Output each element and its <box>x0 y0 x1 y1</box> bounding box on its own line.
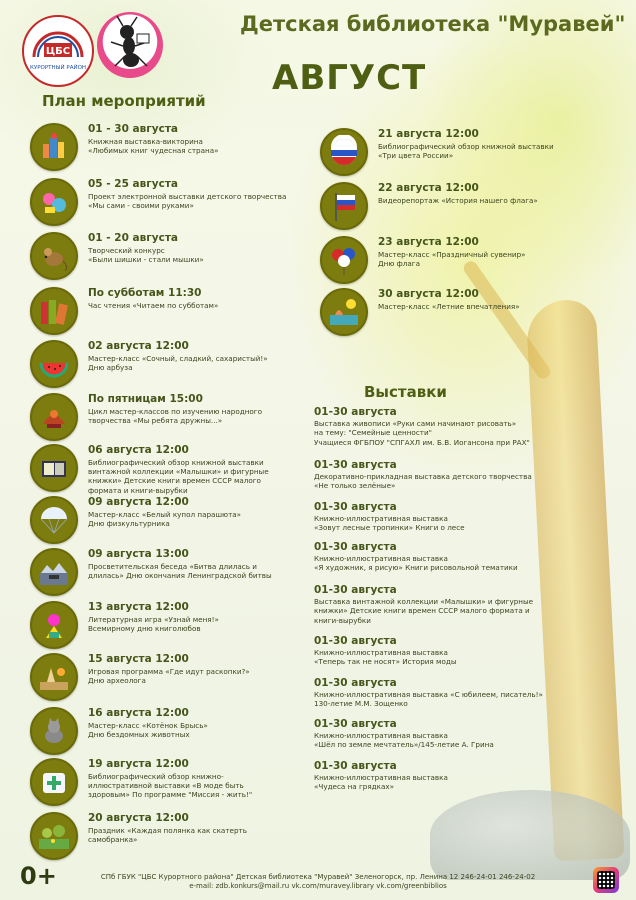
event-date: По субботам 11:30 <box>88 287 202 299</box>
folk-craft-icon <box>30 393 78 441</box>
plan-section-title: План мероприятий <box>42 92 206 110</box>
event-text <box>378 128 554 160</box>
pinecone-mouse-icon <box>30 232 78 280</box>
event-description: Мастер-класс «Котёнок Брысь» Дню бездомных животных <box>88 721 208 740</box>
exhibition-description: Декоративно-прикладная выставка детского творчества «Не только зелёные» <box>314 472 532 491</box>
event-item <box>30 393 262 441</box>
exhibition-date: 01-30 августа <box>314 584 397 596</box>
event-date: 01 - 30 августа <box>88 123 179 135</box>
event-text <box>88 601 219 633</box>
event-item <box>320 288 520 336</box>
event-date: 16 августа 12:00 <box>88 707 189 719</box>
footer-line-address: СПб ГБУК "ЦБС Курортного района" Детская библиотека "Муравей" Зеленогорск, пр. Ленина 12 246-24-01 246-24-02 <box>100 873 536 881</box>
event-item <box>30 287 218 335</box>
event-item <box>30 123 219 171</box>
event-description: Мастер-класс «Сочный, сладкий, сахаристый!» Дню арбуза <box>88 354 268 373</box>
event-date: 22 августа 12:00 <box>378 182 479 194</box>
event-item <box>30 601 219 649</box>
event-item <box>30 707 208 755</box>
exhibitions-section-title: Выставки <box>364 383 447 401</box>
exhibition-item <box>314 635 614 667</box>
event-date: 05 - 25 августа <box>88 178 179 190</box>
event-description: Игровая программа «Где идут раскопки?» Дню археолога <box>88 667 250 686</box>
exhibition-description: Книжно-иллюстративная выставка «С юбилеем, писатель!» 130-летие М.М. Зощенко <box>314 690 543 709</box>
event-text <box>88 123 219 155</box>
event-item <box>320 182 538 230</box>
event-item <box>30 548 272 596</box>
event-description: Проект электронной выставки детского творчества «Мы сами - своими руками» <box>88 192 287 211</box>
exhibition-item <box>314 760 614 792</box>
exhibition-date: 01-30 августа <box>314 406 397 418</box>
event-item <box>30 758 252 806</box>
event-text <box>88 707 208 739</box>
event-description: Видеорепортаж «История нашего флага» <box>378 196 538 205</box>
exhibition-item <box>314 584 614 625</box>
event-description: Праздник «Каждая полянка как скатерть самобранка» <box>88 826 247 845</box>
health-icon <box>30 758 78 806</box>
exhibition-description: Книжно-иллюстративная выставка «Я художник, я рисую» Книги рисовольной тематики <box>314 554 518 573</box>
flag-icon <box>320 182 368 230</box>
footer-line-links[interactable]: e-mail: zdb.konkurs@mail.ru vk.com/muravey.library vk.com/greenbiblios <box>189 882 447 890</box>
books-town-icon <box>30 123 78 171</box>
exhibition-item <box>314 718 614 750</box>
event-date: 01 - 20 августа <box>88 232 179 244</box>
book-character-icon <box>30 601 78 649</box>
exhibition-date: 01-30 августа <box>314 459 397 471</box>
event-item <box>30 812 247 860</box>
cbs-logo-subtext: КУРОРТНЫЙ РАЙОН <box>29 65 87 71</box>
event-text <box>378 182 538 205</box>
event-date: 23 августа 12:00 <box>378 236 479 248</box>
exhibition-description: Книжно-иллюстративная выставка «Чудеса на грядках» <box>314 773 448 792</box>
cbs-logo-icon <box>24 17 92 85</box>
age-rating-badge: 0+ <box>20 862 57 890</box>
exhibition-description: Книжно-иллюстративная выставка «Шёл по земле мечтатель»/145-летие А. Грина <box>314 731 494 750</box>
vintage-book-icon <box>30 444 78 492</box>
event-text <box>88 653 250 685</box>
exhibition-description: Выставка винтажной коллекции «Малышки» и фигурные книжки» Детские книги времен СССР малого формата и книги-вырубки <box>314 597 534 625</box>
event-text <box>88 444 269 495</box>
event-text <box>88 232 204 264</box>
event-text <box>378 236 526 268</box>
event-item <box>30 496 241 544</box>
crafts-icon <box>30 178 78 226</box>
qr-code-icon[interactable] <box>593 867 619 893</box>
event-item <box>30 444 269 495</box>
books-icon <box>30 287 78 335</box>
event-text <box>378 288 520 311</box>
event-text <box>88 340 268 372</box>
event-description: Мастер-класс «Летние впечатления» <box>378 302 520 311</box>
event-item <box>30 232 204 280</box>
archaeology-icon <box>30 653 78 701</box>
exhibition-item <box>314 406 614 447</box>
exhibition-item <box>314 459 614 491</box>
cbs-logo <box>22 15 94 87</box>
event-text <box>88 393 262 425</box>
ant-icon <box>97 12 163 78</box>
exhibition-description: Книжно-иллюстративная выставка «Зовут лесные тропинки» Книги о лесе <box>314 514 465 533</box>
summer-icon <box>320 288 368 336</box>
event-text <box>88 548 272 580</box>
event-text <box>88 496 241 528</box>
library-title: Детская библиотека "Муравей" <box>240 12 626 36</box>
kitten-icon <box>30 707 78 755</box>
event-description: Цикл мастер-классов по изучению народного творчества «Мы ребята дружны...» <box>88 407 262 426</box>
event-date: 09 августа 13:00 <box>88 548 189 560</box>
balloon-icon <box>320 236 368 284</box>
parachute-icon <box>30 496 78 544</box>
event-date: 19 августа 12:00 <box>88 758 189 770</box>
exhibition-item <box>314 677 614 709</box>
exhibition-item <box>314 501 614 533</box>
event-date: 06 августа 12:00 <box>88 444 189 456</box>
exhibition-date: 01-30 августа <box>314 501 397 513</box>
meadow-icon <box>30 812 78 860</box>
event-item <box>320 236 526 284</box>
event-date: 09 августа 12:00 <box>88 496 189 508</box>
event-description: Книжная выставка-викторина «Любимых книг чудесная страна» <box>88 137 219 156</box>
exhibition-date: 01-30 августа <box>314 635 397 647</box>
event-item <box>320 128 554 176</box>
event-date: По пятницам 15:00 <box>88 393 203 405</box>
event-description: Библиографический обзор книжной выставки винтажной коллекции «Малышки» и фигурные книжки» Детские книги времен СССР малого формата и книги-вырубки <box>88 458 269 495</box>
event-description: Творческий конкурс «Были шишки - стали мышки» <box>88 246 204 265</box>
exhibition-date: 01-30 августа <box>314 718 397 730</box>
cbs-logo-text: ЦБС <box>45 46 71 57</box>
watermelon-icon <box>30 340 78 388</box>
event-text <box>88 812 247 844</box>
exhibition-description: Книжно-иллюстративная выставка «Теперь так не носят» История моды <box>314 648 457 667</box>
exhibition-date: 01-30 августа <box>314 541 397 553</box>
event-description: Библиографический обзор книжно- иллюстративной выставки «В моде быть здоровым» По программе "Миссия - жить!" <box>88 772 253 800</box>
event-item <box>30 340 268 388</box>
event-description: Час чтения «Читаем по субботам» <box>88 301 219 310</box>
ant-library-logo <box>97 12 163 78</box>
russia-flag-sphere-icon <box>320 128 368 176</box>
event-item <box>30 653 250 701</box>
event-description: Библиографический обзор книжной выставки «Три цвета России» <box>378 142 554 161</box>
event-date: 02 августа 12:00 <box>88 340 189 352</box>
event-description: Литературная игра «Узнай меня!» Всемирному дню книголюбов <box>88 615 219 634</box>
event-date: 30 августа 12:00 <box>378 288 479 300</box>
event-date: 15 августа 12:00 <box>88 653 189 665</box>
event-item <box>30 178 286 226</box>
exhibition-item <box>314 541 614 573</box>
event-description: Мастер-класс «Белый купол парашюта» Дню физкультурника <box>88 510 242 529</box>
battle-icon <box>30 548 78 596</box>
event-date: 20 августа 12:00 <box>88 812 189 824</box>
event-date: 21 августа 12:00 <box>378 128 479 140</box>
event-date: 13 августа 12:00 <box>88 601 189 613</box>
event-text <box>88 758 252 800</box>
event-description: Мастер-класс «Праздничный сувенир» Дню флага <box>378 250 526 269</box>
exhibition-date: 01-30 августа <box>314 677 397 689</box>
exhibition-description: Выставка живописи «Руки сами начинают рисовать» на тему: "Семейные ценности" Учащиеся ФГБПОУ "СПГАХЛ им. Б.В. Иогансона при РАХ" <box>314 419 530 447</box>
event-description: Просветительская беседа «Битва длилась и длилась» Дню окончания Ленинградской битвы <box>88 562 272 581</box>
exhibition-date: 01-30 августа <box>314 760 397 772</box>
month-title: АВГУСТ <box>272 58 427 98</box>
footer-contacts <box>78 873 558 891</box>
event-text <box>88 287 218 310</box>
event-text <box>88 178 286 210</box>
